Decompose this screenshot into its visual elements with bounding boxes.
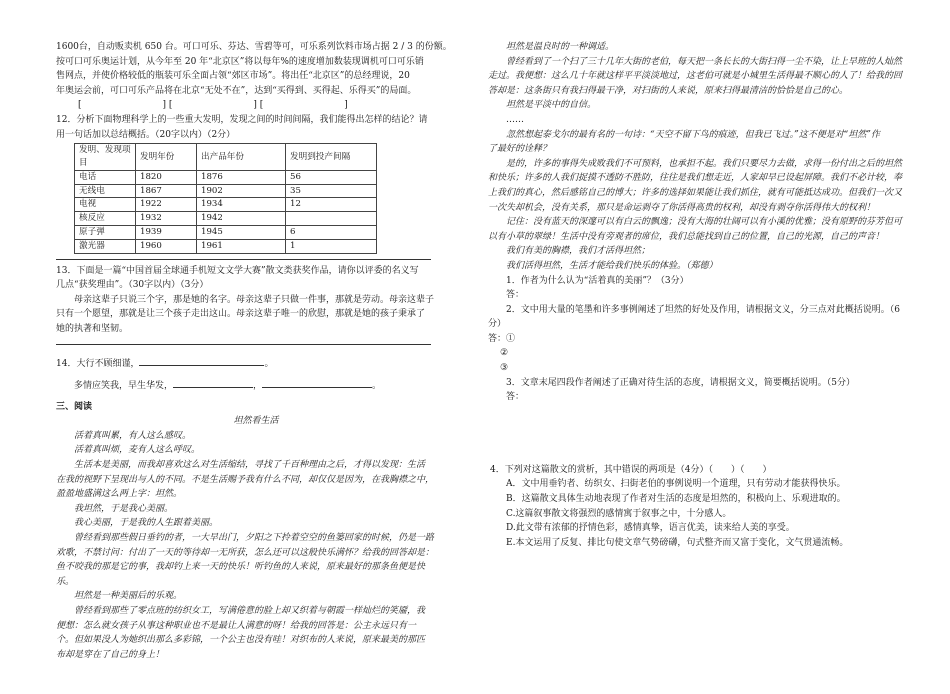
article-line: 便想：怎么就女孩子从事这种职业也不是最让人满意的呀！给我的回答是：公主永远只有一 [56, 620, 417, 631]
option-e[interactable]: E.本文运用了反复、排比句使文章气势磅礴，句式整齐而又富于变化，文气贯通流畅。 [506, 537, 849, 548]
table-cell: 6 [286, 225, 377, 239]
article-line: 我们有美的胸襟，我们才活得坦然； [506, 246, 651, 257]
section-heading: 三、阅读 [56, 401, 93, 412]
table-cell: 1945 [197, 225, 286, 239]
article-line: 坦然是平淡中的自信。 [506, 100, 597, 111]
question-2: 2．文中用大量的笔墨和许多事例阐述了坦然的好处及作用，请根据文义，分三点对此概括说明。（6 [506, 304, 900, 315]
article-line: 曾经看到那些假日垂钓的者，一大早出门，夕阳之下拎着空空的鱼篓回家的时候，仍是一路 [74, 533, 435, 544]
article-body [56, 429, 456, 663]
answer-brackets[interactable]: [ ] [ ] [ ] [78, 100, 348, 111]
column-header: 发明、发现项目 [75, 144, 136, 171]
article-line: 记住：没有蓝天的深邃可以有白云的飘逸；没有大海的壮阔可以有小溪的优雅；没有原野的芬芳但可 [506, 217, 903, 228]
table-row [75, 212, 377, 226]
text-line: 用一句话加以总结概括。（20字以内）（2分） [56, 129, 236, 140]
article-line: 盈盈地盛满这么两上字：坦然。 [56, 489, 183, 500]
answer-line[interactable] [56, 341, 431, 345]
article-line: 在我的视野下呈现出与人的不同。不是生活赐予我有什么不同，却仅仅是因为，在我胸襟之中， [56, 474, 435, 485]
table-cell: 1902 [197, 184, 286, 198]
table-cell: 1942 [197, 212, 286, 226]
table-row [75, 198, 377, 212]
article-line: 乐。 [56, 576, 75, 587]
article-line: …… [506, 114, 524, 125]
fill-blank[interactable] [262, 377, 372, 388]
text-line: 售网点，并使价格较低的瓶装可乐全面占领“郊区市场”。将出任“北京区”的总经理说，20 [56, 71, 410, 82]
text-line: 1600台，自动贩卖机 650 台。可口可乐、芬达、雪碧等可，可乐系列饮料市场占据 2 / 3 的份额。 [56, 42, 452, 52]
table-cell: 激光器 [75, 239, 136, 253]
question-3: 3．文章末尾四段作者阐述了正确对待生活的态度，请根据文义，简要概括说明。（5分） [506, 377, 855, 388]
inventions-table [74, 143, 377, 253]
article-title: 坦然看生活 [233, 416, 279, 427]
article-line: 以有小草的翠绿！生活中没有旁观者的席位，我们总能找到自己的位置，自己的光源，自己的声音！ [488, 231, 885, 242]
article-line: 坦然是温良时的一种调适。 [506, 42, 615, 52]
question-13 [56, 264, 456, 337]
fill-blank[interactable] [173, 377, 253, 388]
table-cell: 12 [286, 198, 377, 212]
text-line: 她的执著和坚韧。 [56, 323, 129, 334]
article-line: 上我们的真心，然后感铭自己的博大；许多的选择如果能让我们抓住，就有可能抵达成功。但我们一次又 [488, 187, 903, 198]
article-line: 布却是穿在了自己的身上！ [56, 649, 165, 660]
question-14-line-1: 14．大行不顾细谨， 。 [56, 355, 456, 372]
table-cell [286, 212, 377, 226]
table-cell: 无线电 [75, 184, 136, 198]
text-line: 母亲这辈子只说三个字，那是她的名字。母亲这辈子只做一件事，那就是劳动。母亲这辈子 [74, 294, 435, 305]
option-d[interactable]: D.此文带有浓郁的抒情色彩，感情真挚，语言优美，读来给人美的享受。 [506, 523, 795, 534]
text-line: 只有一个愿望，那就是让三个孩子走出这山。母亲这辈子唯一的欣慰，那就是她的孩子秉承了 [56, 309, 426, 320]
article-line: 答却是：这条街只有我扫得最干净，对扫街的人来说，原来扫得最清洁的恰恰是自己的心。 [488, 85, 849, 96]
table-cell: 1939 [136, 225, 197, 239]
answer-label[interactable]: 答： [506, 392, 525, 403]
column-header: 出产品年份 [197, 144, 286, 171]
table-cell: 56 [286, 170, 377, 184]
article-line: 忽然想起泰戈尔的最有名的一句诗：“天空不留下鸟的痕迹，但我已飞过。”这不便是对“坦然”作 [506, 129, 880, 140]
article-line: 走过。我便想：这么几十年就这样平平淡淡地过，这老伯可就是小城里生活得最不顺心的人了！给我的回 [488, 71, 903, 82]
article-line: 我坦然，于是我心美丽。 [74, 503, 174, 514]
table-cell: 1876 [197, 170, 286, 184]
table-cell: 1960 [136, 239, 197, 253]
article-line: 曾经看到了一个扫了三十几年大街的老伯，每天把一条长长的大街扫得一尘不染，让上早班的人灿然 [506, 56, 903, 67]
table-cell: 35 [286, 184, 377, 198]
article-body-continued [488, 40, 914, 274]
text-line: 年奥运会前，可口可乐产品将在北京“无处不在”，达到“买得到、买得起、乐得买”的局面。 [56, 85, 417, 96]
table-cell: 1820 [136, 170, 197, 184]
table-cell: 核反应 [75, 212, 136, 226]
fill-blank[interactable] [139, 355, 264, 366]
question-14-text: 14．大行不顾细谨， [56, 358, 140, 369]
article-line: 和快乐；许多的人我们捉摸不透防不胜防，往往是我们想走近，人家却早已设起屏障。我们不必计较，奉 [488, 173, 903, 184]
article-line: 生活本是美丽，而我却喜欢这么对生活缩结，寻找了千百种理由之后，才得以发现：生活 [74, 460, 426, 471]
table-cell: 1961 [197, 239, 286, 253]
table-row [75, 239, 377, 253]
table-cell: 1934 [197, 198, 286, 212]
top-paragraph [56, 40, 456, 98]
question-12 [56, 113, 456, 142]
table-row [75, 184, 377, 198]
article-line: 坦然是一种美丽后的乐观。 [74, 591, 183, 602]
question-1: 1．作者为什么认为“活着真的美丽”？（3分） [506, 275, 689, 286]
answer-mark[interactable]: ② [500, 348, 509, 359]
article-line: 我心美丽，于是我的人生跟着美丽。 [74, 518, 219, 529]
table-cell: 1922 [136, 198, 197, 212]
article-line: 我们活得坦然，生活才能给我们快乐的体验。（郑德） [506, 260, 718, 271]
table-cell: 1 [286, 239, 377, 253]
question-4 [488, 463, 914, 551]
table-cell: 电视 [75, 198, 136, 212]
table-row [75, 170, 377, 184]
article-line: 一次失却机会，没有关系，那只是命运剥夺了你活得高贵的权利，却没有剥夺你活得伟大的权利！ [488, 202, 876, 213]
answer-label[interactable]: 答：① [488, 333, 516, 344]
question-2-cont: 分） [488, 319, 507, 330]
option-b[interactable]: B．这篇散文具体生动地表现了作者对生活的态度是坦然的，积极向上、乐观进取的。 [506, 494, 846, 505]
article-line: 了最好的诠释？ [488, 144, 552, 155]
question-14-line-2: 多情应笑我，早生华发， ， 。 [56, 377, 456, 394]
article-line: 活着真叫累，有人这么感叹。 [74, 430, 192, 441]
text-line: 几点“获奖理由”。（30字以内）（3分） [56, 280, 209, 291]
article-line: 欢歌，不禁讨问：付出了一天的等待却一无所获，怎么还可以这般快乐满怀？给我的回答却是： [56, 547, 435, 558]
table-cell: 1867 [136, 184, 197, 198]
answer-line[interactable] [56, 256, 431, 260]
article-line: 曾经看到那些了零点班的纺织女工，写满倦意的脸上却又织着与朝霞一样灿烂的笑靥，我 [74, 606, 426, 616]
article-line: 鱼不咬我的那是它的事，我却钓上来一天的快乐！听钓鱼的人来说，原来最好的那条鱼便是快 [56, 562, 426, 573]
question-4-stem: 4．下列对这篇散文的赏析，其中错误的两项是（4分）（ ）（ ） [490, 464, 772, 475]
option-a[interactable]: A．文中用垂钓者、纺织女、扫街老伯的事例说明一个道理，只有劳动才能获得快乐。 [506, 479, 846, 490]
article-line: 是的，许多的事得失成败我们不可预料，也承担不起。我们只要尽力去做，求得一份付出之后的坦然 [506, 158, 903, 169]
article-line: 活着真叫烦，麦有人这么呼叹。 [74, 445, 201, 456]
question-14-text: 多情应笑我，早生华发， [74, 381, 174, 392]
text-line: 13．下面是一篇“中国首届全球通手机短文文学大赛”散文类获奖作品，请你以评委的名义写 [56, 265, 419, 276]
right-column [488, 40, 914, 550]
table-row [75, 225, 377, 239]
answer-mark[interactable]: ③ [500, 363, 509, 374]
column-header: 发明年份 [136, 144, 197, 171]
answer-label[interactable]: 答： [506, 290, 525, 301]
left-column [56, 40, 456, 662]
article-line: 个。但如果没人为她织出那么多彩锦，一个公主也没有哇！对织布的人来说，原来最美的那匹 [56, 635, 426, 646]
table-cell: 1932 [136, 212, 197, 226]
table-cell: 电话 [75, 170, 136, 184]
option-c[interactable]: C.这篇叙事散文将强烈的感情寓于叙事之中，十分感人。 [506, 508, 732, 519]
text-line: 按可口可乐奥运计划，从今年至 20 年“北京区”将以每年%的速度增加数装现调机可口可乐销 [56, 56, 424, 67]
column-header: 发明到投产间隔 [286, 144, 377, 171]
table-header-row [75, 144, 377, 171]
table-cell: 原子弹 [75, 225, 136, 239]
text-line: 12．分析下面物理科学上的一些重大发明，发现之间的时间间隔，我们能得出怎样的结论？请 [56, 114, 428, 125]
